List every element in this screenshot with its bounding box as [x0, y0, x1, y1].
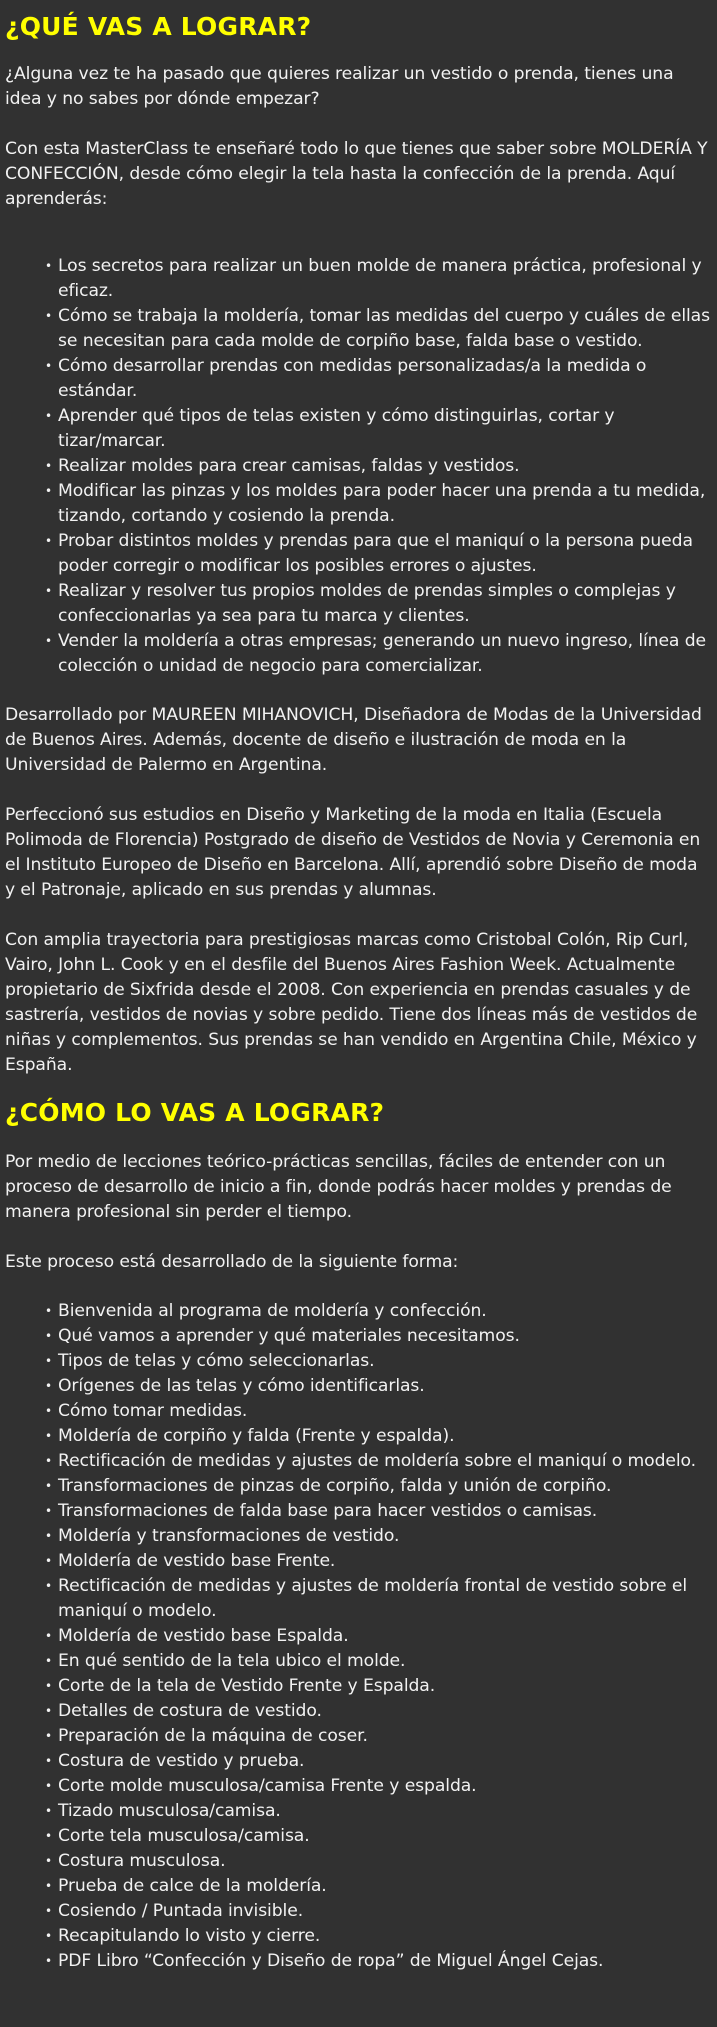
list-item: • Costura de vestido y prueba. [58, 1749, 711, 1774]
list-item: • Modificar las pinzas y los moldes para poder hacer una prenda a tu medida, tizando, cortando y cosiendo la prenda. [58, 479, 711, 529]
list-item: • Corte de la tela de Vestido Frente y Espalda. [58, 1674, 711, 1699]
list-item: • Rectificación de medidas y ajustes de moldería frontal de vestido sobre el maniquí o modelo. [58, 1574, 711, 1624]
masterclass-paragraph: Con esta MasterClass te enseñaré todo lo que tienes que saber sobre MOLDERÍA Y CONFECCIÓN, desde cómo elegir la tela hasta la confección de la prenda. Aquí aprenderás: [5, 139, 708, 209]
heading-what-you-will-achieve: ¿QUÉ VAS A LOGRAR? [5, 12, 312, 41]
list-item: • Cosiendo / Puntada invisible. [58, 1899, 711, 1924]
list-item: • Realizar moldes para crear camisas, faldas y vestidos. [58, 454, 711, 479]
list-item: • Qué vamos a aprender y qué materiales necesitamos. [58, 1324, 711, 1349]
list-item: • Cómo desarrollar prendas con medidas personalizadas/a la medida o estándar. [58, 354, 711, 404]
list-item: • Tipos de telas y cómo seleccionarlas. [58, 1349, 711, 1374]
list-item: • Tizado musculosa/camisa. [58, 1799, 711, 1824]
list-item: • Moldería y transformaciones de vestido. [58, 1524, 711, 1549]
career-paragraph: Con amplia trayectoria para prestigiosas marcas como Cristobal Colón, Rip Curl, Vairo, John L. Cook y en el desfile del Buenos Aires Fashion Week. Actualmente propietario de Sixfrida desde el 2008. Con experiencia en prendas casuales y de sastrería, vestidos de novias y sobre pedido. Tiene dos líneas más de vestidos de niñas y complementos. Sus prendas se han vendido en Argentina Chile, México y España. [5, 930, 698, 1075]
list-item: • Cómo tomar medidas. [58, 1399, 711, 1424]
learning-list [5, 254, 711, 679]
list-item: • Corte molde musculosa/camisa Frente y espalda. [58, 1774, 711, 1799]
list-item: • Prueba de calce de la moldería. [58, 1874, 711, 1899]
heading-how-you-will-achieve: ¿CÓMO LO VAS A LOGRAR? [5, 1098, 385, 1127]
studies-paragraph: Perfeccionó sus estudios en Diseño y Marketing de la moda en Italia (Escuela Polimoda de Florencia) Postgrado de diseño de Vestidos de Novia y Ceremonia en el Instituto Europeo de Diseño en Barcelona. Allí, aprendió sobre Diseño de moda y el Patronaje, aplicado en sus prendas y alumnas. [5, 805, 701, 900]
list-item: • Los secretos para realizar un buen molde de manera práctica, profesional y eficaz. [58, 254, 711, 304]
process-intro-paragraph: Este proceso está desarrollado de la siguiente forma: [5, 1252, 459, 1272]
list-item: • Transformaciones de pinzas de corpiño, falda y unión de corpiño. [58, 1474, 711, 1499]
list-item: • En qué sentido de la tela ubico el molde. [58, 1649, 711, 1674]
list-item: • Vender la moldería a otras empresas; generando un nuevo ingreso, línea de colección o unidad de negocio para comercializar. [58, 629, 711, 679]
list-item: • Moldería de corpiño y falda (Frente y espalda). [58, 1424, 711, 1449]
method-paragraph: Por medio de lecciones teórico-prácticas sencillas, fáciles de entender con un proceso de desarrollo de inicio a fin, donde podrás hacer moldes y prendas de manera profesional sin perder el tiempo. [5, 1152, 672, 1222]
list-item: • Detalles de costura de vestido. [58, 1699, 711, 1724]
list-item: • Rectificación de medidas y ajustes de moldería sobre el maniquí o modelo. [58, 1449, 711, 1474]
list-item: • Costura musculosa. [58, 1849, 711, 1874]
instructor-bio-paragraph: Desarrollado por MAUREEN MIHANOVICH, Diseñadora de Modas de la Universidad de Buenos Aires. Además, docente de diseño e ilustración de moda en la Universidad de Palermo en Argentina. [5, 705, 702, 775]
list-item: • Recapitulando lo visto y cierre. [58, 1924, 711, 1949]
intro-paragraph: ¿Alguna vez te ha pasado que quieres realizar un vestido o prenda, tienes una idea y no sabes por dónde empezar? [5, 64, 674, 109]
list-item: • Realizar y resolver tus propios moldes de prendas simples o complejas y confeccionarlas ya sea para tu marca y clientes. [58, 579, 711, 629]
list-item: • Transformaciones de falda base para hacer vestidos o camisas. [58, 1499, 711, 1524]
list-item: • Aprender qué tipos de telas existen y cómo distinguirlas, cortar y tizar/marcar. [58, 404, 711, 454]
list-item: • PDF Libro “Confección y Diseño de ropa” de Miguel Ángel Cejas. [58, 1949, 711, 1974]
list-item: • Cómo se trabaja la moldería, tomar las medidas del cuerpo y cuáles de ellas se necesitan para cada molde de corpiño base, falda base o vestido. [58, 304, 711, 354]
lessons-list [5, 1299, 711, 1974]
list-item: • Moldería de vestido base Frente. [58, 1549, 711, 1574]
list-item: • Moldería de vestido base Espalda. [58, 1624, 711, 1649]
list-item: • Bienvenida al programa de moldería y confección. [58, 1299, 711, 1324]
list-item: • Probar distintos moldes y prendas para que el maniquí o la persona pueda poder corregir o modificar los posibles errores o ajustes. [58, 529, 711, 579]
list-item: • Preparación de la máquina de coser. [58, 1724, 711, 1749]
list-item: • Orígenes de las telas y cómo identificarlas. [58, 1374, 711, 1399]
list-item: • Corte tela musculosa/camisa. [58, 1824, 711, 1849]
